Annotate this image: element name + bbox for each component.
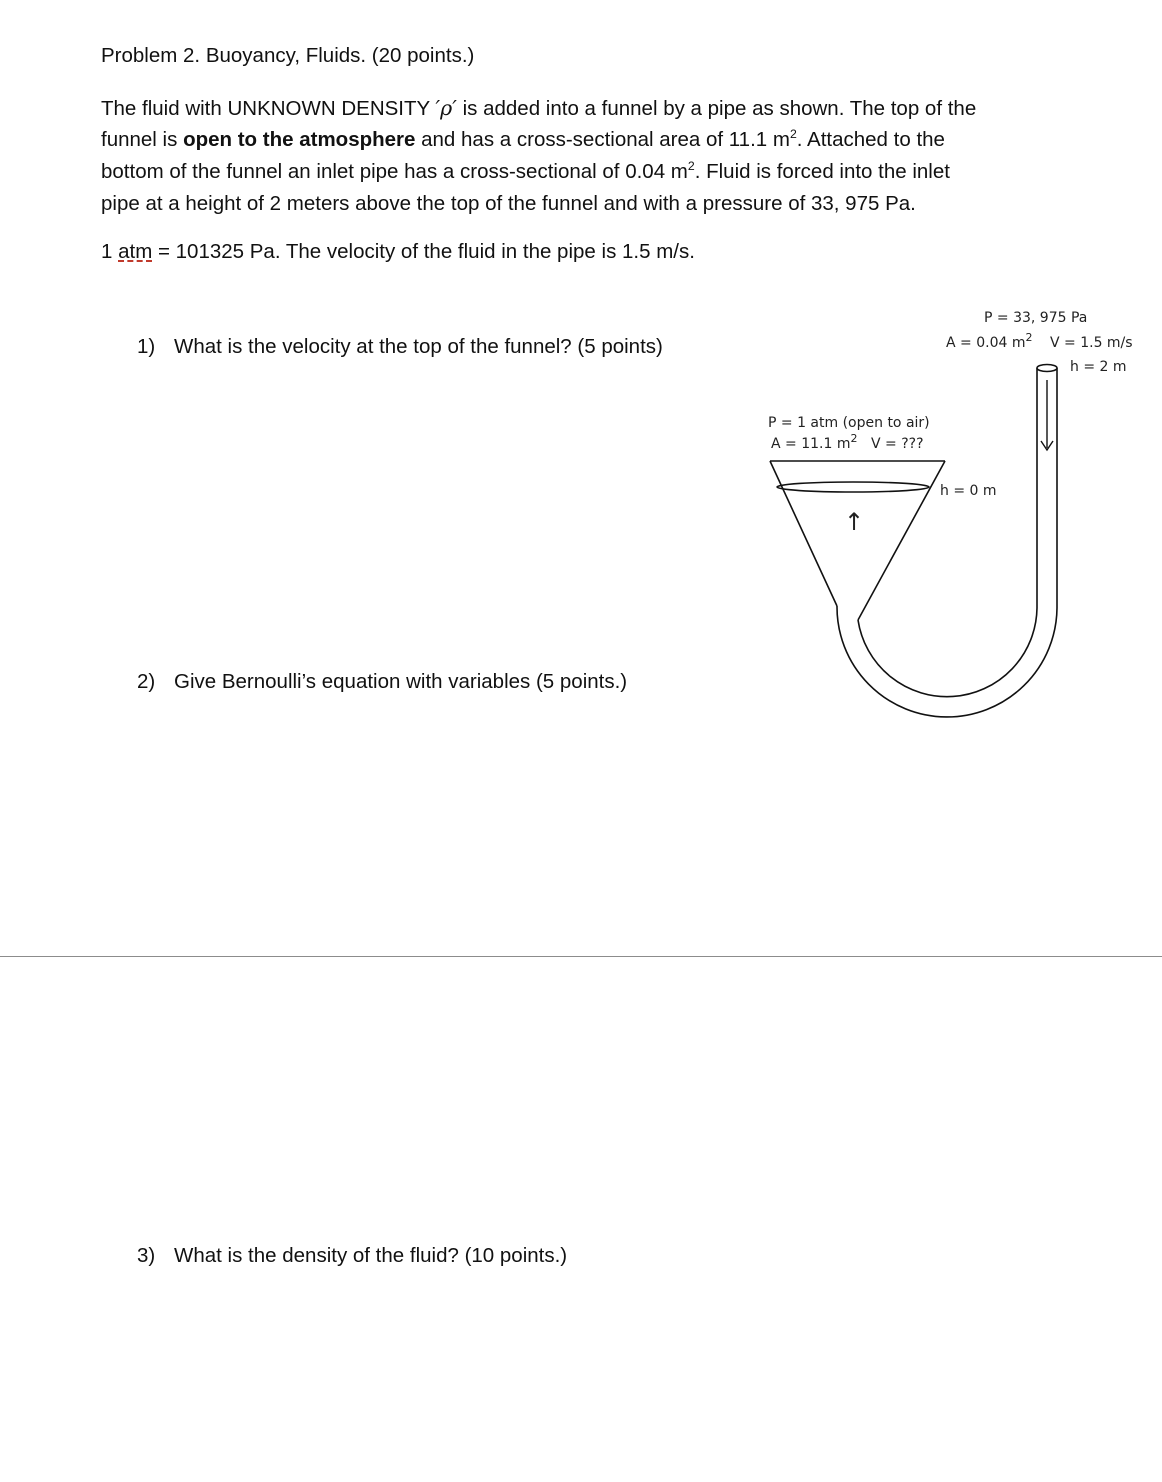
paragraph-line-3 [101,156,950,188]
bold-phrase: open to the atmosphere [183,128,416,151]
up-arrow-icon: ↑ [844,508,865,536]
funnel-area-text: A = 11.1 m [771,436,851,452]
paragraph-line-4: pipe at a height of 2 meters above the top of the funnel and with a pressure of 33, 975 Pa. [101,192,916,215]
superscript: 2 [789,127,797,142]
rho-symbol: ′ρ′ [435,96,457,120]
problem-title: Problem 2. Buoyancy, Fluids. (20 points.) [101,44,475,67]
question-3 [137,1241,567,1271]
fluid-surface [777,482,929,492]
question-text: What is the density of the fluid? (10 points.) [174,1244,568,1267]
pipe-area-text: A = 0.04 m [946,335,1026,351]
page-divider [0,956,1162,957]
paragraph-text: The fluid with UNKNOWN DENSITY [101,97,436,120]
pipe-opening [1037,365,1057,372]
funnel-pipe-diagram [740,290,1150,730]
pipe-pressure-label: P = 33, 975 Pa [984,310,1088,326]
paragraph-text: is added into a funnel by a pipe as shown. The top of the [456,97,977,120]
paragraph-text: . Fluid is forced into the inlet [694,160,950,183]
funnel-pressure-label: P = 1 atm (open to air) [768,415,930,431]
question-number: 1) [137,335,156,358]
question-text: Give Bernoulli’s equation with variables (5 points.) [174,670,628,693]
paragraph-line-2 [101,124,945,156]
paragraph-line-1 [101,92,976,125]
funnel-area-sup: 2 [850,432,858,445]
atm-word: atm [118,240,153,263]
paragraph-text: bottom of the funnel an inlet pipe has a cross-sectional of 0.04 m [101,160,688,183]
question-1 [137,332,663,362]
atm-prefix: 1 [101,240,119,263]
pipe-height-label: h = 2 m [1070,359,1127,375]
paragraph-text: and has a cross-sectional area of 11.1 m [415,128,790,151]
funnel-velocity-label: V = ??? [871,436,924,452]
superscript: 2 [687,159,695,174]
pipe-velocity-label: V = 1.5 m/s [1050,335,1133,351]
question-number: 2) [137,670,156,693]
funnel-area-label [771,432,857,452]
question-number: 3) [137,1244,156,1267]
funnel-right-side [858,461,945,620]
atm-rest: = 101325 Pa. The velocity of the fluid in the pipe is 1.5 m/s. [152,240,695,263]
funnel-height-label: h = 0 m [940,483,997,499]
paragraph-text: funnel is [101,128,184,151]
atm-conversion-line [101,236,695,268]
paragraph-text: . Attached to the [796,128,945,151]
pipe-area-sup: 2 [1025,331,1033,344]
question-2 [137,667,627,697]
pipe-area-label [946,331,1032,351]
question-text: What is the velocity at the top of the funnel? (5 points) [174,335,663,358]
